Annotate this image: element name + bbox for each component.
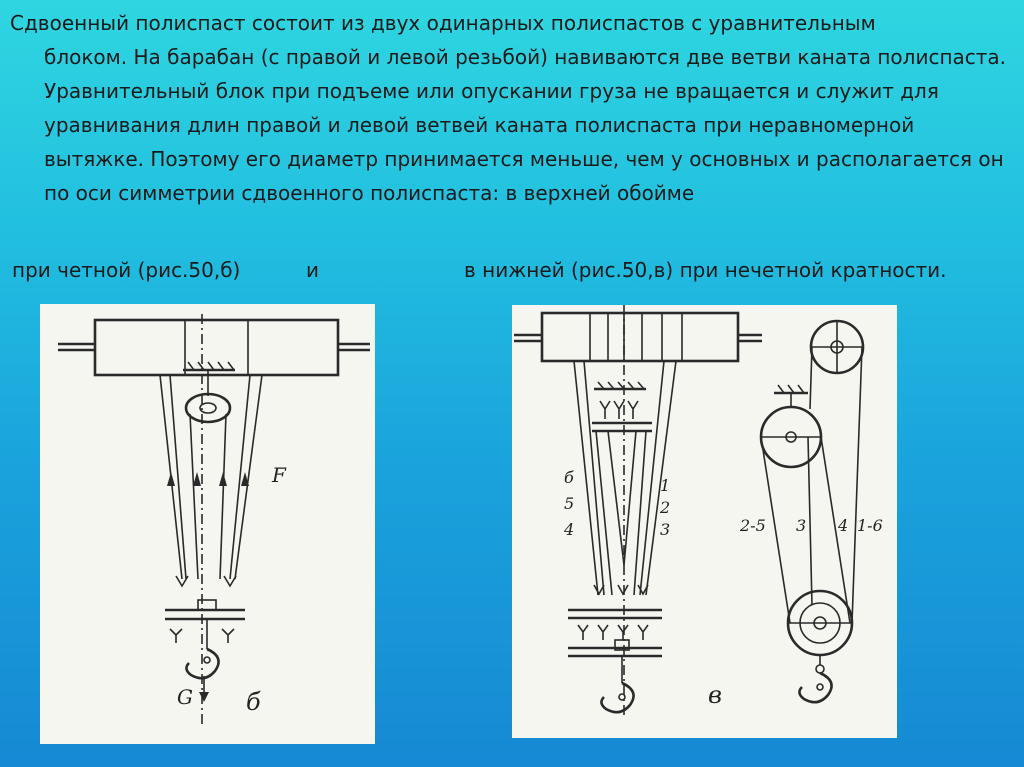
odd-multiplicity-text: в нижней (рис.50,в) при нечетной кратности. xyxy=(464,258,947,282)
branch-label-4: 4 xyxy=(564,520,575,539)
branch-label-1-6: 1-6 xyxy=(857,516,883,535)
figure-b-caption: б xyxy=(246,688,261,716)
figure-50v-drawing xyxy=(512,305,897,738)
branch-label-3: 3 xyxy=(660,520,671,539)
branch-label-6: б xyxy=(564,468,574,487)
conjunction-text: и xyxy=(306,258,319,282)
figure-50v-panel xyxy=(512,305,897,738)
paragraph-body: блоком. На барабан (с правой и левой резьбой) навиваются две ветви каната полиспаста. Уравнительный блок при подъеме или опускании груза не вращается и служит для уравнивания длин правой и левой ветвей каната полиспаста при неравномерной вытяжке. Поэтому его диаметр принимается меньше, чем у основных и располагается он по оси симметрии сдвоенного полиспаста: в верхней обойме xyxy=(44,45,1007,205)
equalizer-sheave-shape xyxy=(186,394,230,422)
paragraph-first-line: Сдвоенный полиспаст состоит из двух одинарных полиспастов с уравнительным xyxy=(10,11,876,35)
drum-shape xyxy=(542,313,738,361)
load-label: G xyxy=(177,685,193,709)
figure-50b-panel xyxy=(40,304,375,744)
branch-label-1: 1 xyxy=(660,476,671,495)
force-label: F xyxy=(272,463,286,487)
figure-v-caption: в xyxy=(708,681,722,709)
branch-label-4-side: 4 xyxy=(838,516,849,535)
drum-shape xyxy=(95,320,338,375)
branch-label-2-5: 2-5 xyxy=(740,516,766,535)
branch-label-5: 5 xyxy=(564,494,575,513)
even-multiplicity-text: при четной (рис.50,б) xyxy=(12,258,241,282)
figure-50b-drawing xyxy=(40,304,375,744)
description-paragraph xyxy=(10,6,1010,210)
branch-label-3-side: 3 xyxy=(796,516,807,535)
branch-label-2: 2 xyxy=(660,498,671,517)
